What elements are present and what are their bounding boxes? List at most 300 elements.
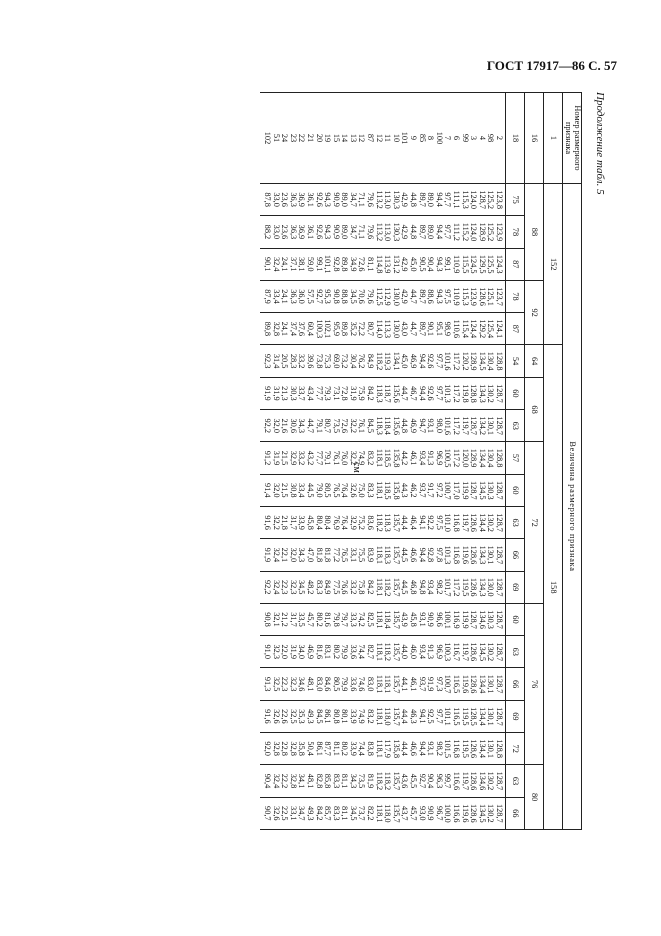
table-cell: 118,1 (374, 578, 384, 597)
table-cell: 80,7 (366, 321, 376, 337)
table-cell: 76,1 (357, 418, 367, 433)
column-values-13 (260, 571, 505, 603)
table-cell: 22,3 (280, 676, 290, 692)
table-cell: 80,4 (314, 515, 324, 530)
table-cell: 102,1 (323, 319, 333, 339)
table-cell: 31,7 (288, 515, 298, 530)
table-cell: 123,8 (495, 190, 504, 209)
table-cell: 118,3 (374, 384, 384, 403)
table-cell: 119,6 (460, 545, 470, 565)
table-cell: 119,7 (460, 642, 470, 661)
table-cell: 96,3 (434, 773, 444, 789)
table-cell: 135,7 (391, 707, 401, 726)
table-cell: 83,3 (314, 579, 324, 595)
table-cell: 134,2 (477, 416, 487, 436)
table-cell: 124,3 (495, 254, 504, 274)
column-feature-numbers (260, 93, 505, 184)
table-cell: 32,4 (271, 256, 281, 272)
table-cell: 125,4 (486, 319, 496, 339)
table-cell: 43,7 (400, 806, 410, 821)
column-values-8 (260, 410, 505, 442)
table-cell: 32,9 (348, 515, 358, 530)
table-cell: 94,4 (417, 353, 427, 369)
table-cell: 88,6 (426, 289, 436, 304)
table-cell: 32,0 (288, 547, 298, 563)
table-cell: 116,6 (452, 804, 462, 823)
table-cell: 134,4 (477, 674, 487, 694)
table-cell: 119,8 (460, 384, 470, 403)
table-cell: 117,0 (452, 481, 462, 500)
table-body-row (260, 93, 505, 830)
table-cell: 79,9 (340, 676, 350, 692)
table-cell: 99,7 (443, 773, 453, 789)
table-cell: 130,1 (486, 416, 496, 436)
table-cell: 42,9 (400, 192, 410, 207)
table-cell: 44,2 (400, 450, 410, 466)
table-cell: 120,0 (460, 448, 470, 468)
table-cell: 90,1 (426, 321, 436, 337)
table-cell: 91,3 (262, 676, 272, 692)
table-cell: 130,4 (486, 448, 496, 468)
table-cell: 119,5 (460, 707, 470, 726)
table-cell: 44,7 (305, 418, 315, 433)
table-cell: 135,8 (391, 739, 401, 759)
table-cell: 32,3 (288, 676, 298, 692)
table-cell: 80,8 (331, 709, 341, 724)
hdr-r2-0: 16 (525, 93, 544, 184)
table-cell: 32,6 (348, 483, 358, 498)
table-cell: 135,7 (391, 803, 401, 823)
table-cell: 128,7 (495, 803, 504, 823)
table-cell: 92,2 (426, 515, 436, 530)
table-cell: 46,0 (409, 644, 419, 660)
table-cell: 93,7 (417, 676, 427, 692)
hdr-r3-9: 57 (506, 442, 525, 474)
table-cell: 128,7 (495, 610, 504, 629)
table-cell: 92,5 (426, 709, 436, 724)
table-cell: 34,5 (348, 289, 358, 304)
table-cell: 22 (297, 133, 307, 143)
table-cell: 124,5 (469, 254, 479, 274)
table-cell: 89,8 (340, 321, 350, 337)
table-cell: 95,9 (331, 321, 341, 337)
table-cell: 77,7 (314, 386, 324, 401)
hdr-r3-6: 54 (506, 345, 525, 377)
table-cell: 3 (469, 135, 479, 141)
table-cell: 134,4 (477, 448, 487, 468)
table-cell: 81,1 (340, 773, 350, 789)
table-cell: 128,9 (469, 448, 479, 468)
table-cell: 32,2 (348, 418, 358, 433)
table-cell: 31,9 (348, 386, 358, 401)
table-cell: 128,6 (469, 513, 479, 532)
table-cell: 128,7 (495, 480, 504, 500)
table-cell: 92,7 (417, 773, 427, 789)
table-cell: 33,1 (348, 547, 358, 563)
table-cell: 21,8 (280, 515, 290, 530)
table-cell: 34,7 (348, 192, 358, 207)
table-cell: 128,8 (495, 351, 504, 371)
table-cell: 6 (452, 135, 462, 141)
table-cell: 34,5 (297, 579, 307, 595)
table-cell: 38,1 (297, 256, 307, 272)
table-cell: 23,6 (280, 224, 290, 240)
table-cell: 45,7 (305, 612, 315, 627)
table-cell: 118,2 (374, 351, 384, 371)
table-cell: 91,4 (262, 483, 272, 498)
table-cell: 70,6 (357, 289, 367, 304)
table-cell: 125,5 (486, 254, 496, 274)
table-cell: 112,9 (383, 287, 393, 306)
table-cell: 125,1 (486, 287, 496, 306)
table-cell: 43,4 (305, 386, 315, 401)
table-cell: 130,0 (391, 287, 401, 306)
standard-header: ГОСТ 17917—86 С. 57 (486, 58, 617, 73)
table-cell: 32,5 (271, 676, 281, 692)
table-cell: 31,9 (271, 450, 281, 466)
table-cell: 93,4 (417, 644, 427, 660)
column-values-9 (260, 442, 505, 474)
table-cell: 83,2 (366, 450, 376, 466)
table-cell: 45,0 (409, 256, 419, 272)
table-cell: 44,8 (400, 418, 410, 433)
table-cell: 119,5 (460, 739, 470, 758)
col-header-values: Величина размерного признака (563, 184, 582, 830)
table-cell: 32,8 (288, 741, 298, 756)
table-cell: 57,5 (305, 289, 315, 304)
table-cell: 75,0 (357, 483, 367, 498)
hdr-r3-0: 18 (506, 93, 525, 184)
table-cell: 118,2 (383, 642, 393, 661)
table-cell: 86,1 (323, 709, 333, 724)
table-cell: 33,1 (288, 806, 298, 821)
table-cell: 73,5 (331, 418, 341, 433)
table-cell: 84,5 (366, 418, 376, 433)
table-cell: 130,2 (486, 771, 496, 791)
table-cell: 89,0 (340, 224, 350, 240)
table-cell: 82,7 (366, 644, 376, 660)
table-cell: 135,7 (391, 771, 401, 791)
table-cell: 124,0 (469, 222, 479, 242)
table-cell: 73,7 (357, 806, 367, 821)
table-cell: 118,3 (383, 545, 393, 565)
table-cell: 90,4 (262, 773, 272, 789)
table-cell: 100,1 (443, 610, 453, 629)
table-cell: 130,2 (486, 384, 496, 403)
table-cell: 35,3 (297, 709, 307, 724)
table-cell: 98,0 (434, 418, 444, 433)
table-cell: 82,5 (366, 612, 376, 627)
table-cell: 46,4 (409, 515, 419, 530)
table-cell: 130,2 (486, 513, 496, 532)
size-table (260, 92, 582, 830)
table-cell: 80,2 (314, 612, 324, 627)
table-cell: 94,8 (417, 579, 427, 595)
table-cell: 118,3 (383, 513, 393, 532)
table-cell: 77,7 (314, 450, 324, 466)
table-cell: 135,8 (391, 480, 401, 500)
table-cell: 22,0 (280, 644, 290, 660)
table-cell: 32,5 (288, 709, 298, 724)
table-cell: 81,1 (340, 806, 350, 821)
table-cell: 97,5 (443, 289, 453, 304)
table-cell: 77,2 (331, 547, 341, 563)
table-cell: 130,1 (486, 545, 496, 565)
table-cell: 49,3 (305, 806, 315, 821)
table-cell: 23,6 (280, 192, 290, 207)
table-cell: 45,7 (409, 806, 419, 821)
hdr-r3-14: 60 (506, 603, 525, 635)
table-cell: 118,5 (383, 448, 393, 468)
table-cell: 92,2 (262, 579, 272, 595)
table-cell: 119,6 (460, 674, 470, 694)
table-cell: 118,1 (374, 642, 384, 661)
table-cell: 118,2 (374, 513, 384, 532)
table-cell: 33,9 (297, 515, 307, 530)
table-cell: 22,8 (280, 741, 290, 756)
column-values-12 (260, 539, 505, 571)
table-cell: 46,9 (409, 353, 419, 369)
table-cell: 48,2 (305, 579, 315, 595)
table-cell: 46,1 (409, 676, 419, 692)
table-cell: 46,3 (409, 709, 419, 724)
table-cell: 92,7 (314, 289, 324, 304)
table-cell: 79,9 (340, 644, 350, 660)
table-cell: 32,1 (271, 612, 281, 627)
table-cell: 33,2 (297, 353, 307, 369)
table-cell: 21,5 (280, 450, 290, 466)
table-cell: 130,1 (486, 674, 496, 694)
table-cell: 81,8 (323, 547, 333, 563)
table-cell: 8 (426, 135, 436, 141)
table-cell: 92,2 (262, 418, 272, 433)
table-cell: 134,4 (477, 739, 487, 759)
table-cell: 94,7 (417, 418, 427, 433)
column-values-1 (260, 184, 505, 216)
table-cell: 92,6 (314, 224, 324, 240)
hdr-r2-6: 76 (525, 603, 544, 764)
table-cell: 116,8 (452, 545, 462, 565)
table-cell: 4 (477, 135, 487, 141)
column-values-7 (260, 377, 505, 409)
table-cell: 101 (400, 131, 410, 145)
table-cell: 33,0 (271, 192, 281, 207)
table-cell: 32,9 (288, 450, 298, 466)
table-cell: 130,2 (486, 803, 496, 823)
table-cell: 95,3 (323, 289, 333, 304)
table-cell: 33,9 (348, 741, 358, 756)
table-cell: 94,4 (417, 547, 427, 563)
table-cell: 20,5 (280, 353, 290, 369)
table-cell: 47,0 (305, 547, 315, 563)
column-values-2 (260, 216, 505, 248)
table-cell: 81,1 (366, 256, 376, 272)
table-cell: 98,9 (443, 321, 453, 337)
table-cell: 72,8 (340, 386, 350, 401)
column-values-18 (260, 733, 505, 765)
table-cell: 135,7 (391, 674, 401, 694)
table-cell: 135,7 (391, 513, 401, 532)
table-cell: 135,7 (391, 577, 401, 597)
table-cell: 93,0 (417, 806, 427, 821)
table-cell: 83,3 (331, 806, 341, 821)
table-cell: 116,7 (452, 642, 462, 661)
table-cell: 85,7 (323, 806, 333, 821)
table-cell: 31,9 (288, 644, 298, 660)
table-cell: 98 (486, 133, 496, 143)
table-cell: 117,9 (383, 739, 393, 758)
table-cell: 22,6 (280, 709, 290, 724)
table-cell: 76,5 (340, 547, 350, 563)
table-cell: 101,5 (443, 739, 453, 759)
table-cell: 43,0 (400, 321, 410, 337)
table-cell: 90,9 (426, 806, 436, 821)
table-cell: 36,0 (297, 289, 307, 304)
hdr-r3-18: 72 (506, 733, 525, 765)
table-cell: 135,7 (391, 642, 401, 662)
table-cell: 135,6 (391, 384, 401, 403)
table-cell: 89,8 (262, 321, 272, 337)
table-cell: 97,7 (434, 709, 444, 724)
table-cell: 130,3 (391, 190, 401, 209)
table-cell: 93,7 (417, 483, 427, 498)
table-cell: 89,7 (417, 224, 427, 240)
table-cell: 94,3 (323, 192, 333, 207)
table-cell: 75,9 (357, 386, 367, 401)
table-cell: 95,1 (434, 321, 444, 337)
table-cell: 43,9 (400, 612, 410, 627)
table-cell: 83,8 (366, 741, 376, 756)
rotated-table-container (82, 92, 582, 830)
table-cell: 134,6 (477, 771, 487, 791)
table-cell: 113,0 (383, 222, 393, 242)
table-cell: 91,3 (426, 450, 436, 466)
table-cell: 117,2 (452, 351, 462, 371)
table-cell: 101,0 (443, 513, 453, 532)
table-cell: 44,1 (400, 676, 410, 692)
hdr-r3-10: 60 (506, 474, 525, 506)
continuation-label: Продолжение табл. 5 (594, 92, 606, 195)
table-cell: 32,2 (271, 515, 281, 530)
table-cell: 96,9 (434, 450, 444, 466)
table-cell: 81,9 (366, 773, 376, 789)
table-cell: 31,4 (271, 353, 281, 369)
table-cell: 87,8 (262, 192, 272, 207)
table-cell: 92,8 (426, 547, 436, 563)
table-cell: 100,3 (314, 319, 324, 339)
table-cell: 118,2 (374, 771, 384, 791)
table-cell: 116,5 (452, 674, 462, 694)
table-cell: 34,9 (348, 256, 358, 272)
table-cell: 33,6 (348, 676, 358, 692)
table-cell: 60,4 (305, 321, 315, 337)
table-cell: 83,0 (366, 676, 376, 692)
table-cell: 128,6 (469, 577, 479, 597)
table-cell: 128,7 (469, 416, 479, 436)
table-cell: 130,0 (486, 577, 496, 597)
table-cell: 90,7 (262, 806, 272, 821)
table-cell: 89,8 (340, 256, 350, 272)
column-values-3 (260, 248, 505, 280)
table-cell: 31,9 (271, 386, 281, 401)
table-cell: 94,4 (434, 224, 444, 240)
table-cell: 97,8 (434, 547, 444, 563)
hdr-r2-2: 92 (525, 280, 544, 345)
table-cell: 79,1 (323, 450, 333, 466)
table-cell: 84,6 (323, 676, 333, 692)
table-cell: 118,4 (383, 416, 393, 435)
table-cell: 94,3 (434, 256, 444, 272)
table-cell: 118,1 (374, 610, 384, 629)
hdr-r2-1: 88 (525, 184, 544, 281)
table-cell: 112,5 (374, 287, 384, 306)
table-cell: 86,1 (314, 741, 324, 756)
table-cell: 42,9 (400, 289, 410, 304)
table-cell: 101,6 (443, 351, 453, 371)
table-cell: 130,3 (391, 222, 401, 242)
table-cell: 128,6 (469, 674, 479, 694)
table-cell: 92,6 (314, 192, 324, 207)
hdr-r3-2: 78 (506, 216, 525, 248)
table-cell: 128,7 (495, 545, 504, 565)
table-cell: 36,9 (297, 192, 307, 207)
table-cell: 83,9 (366, 547, 376, 563)
table-cell: 44,5 (400, 579, 410, 595)
table-cell: 100,7 (443, 480, 453, 500)
table-cell: 22,2 (280, 773, 290, 789)
hdr-r2-7: 80 (525, 765, 544, 830)
table-cell: 96,9 (434, 644, 444, 660)
table-cell: 91,6 (262, 709, 272, 724)
table-cell: 100,7 (443, 674, 453, 694)
hdr-r3-4: 78 (506, 280, 525, 312)
table-cell: 81,1 (331, 741, 341, 756)
table-cell: 135,6 (391, 416, 401, 436)
table-cell: 21 (305, 133, 315, 143)
table-cell: 128,6 (469, 771, 479, 791)
table-cell: 84,9 (366, 353, 376, 369)
hdr-r1-1: 152 (544, 184, 563, 345)
table-cell: 129,5 (477, 254, 487, 274)
table-cell: 80,5 (331, 676, 341, 692)
table-cell: 128,7 (495, 642, 504, 662)
table-cell: 118,5 (383, 481, 393, 500)
table-cell: 101,1 (323, 254, 333, 274)
table-cell: 30,8 (288, 483, 298, 498)
table-cell: 42,9 (400, 256, 410, 272)
table-cell: 44,4 (400, 515, 410, 530)
table-cell: 110,9 (452, 287, 462, 306)
table-cell: 131,2 (391, 254, 401, 274)
table-cell: 75,8 (357, 579, 367, 595)
hdr-r3-12: 66 (506, 539, 525, 571)
table-cell: 32,4 (271, 773, 281, 789)
table-cell: 71,1 (357, 224, 367, 240)
table-cell: 34,3 (297, 547, 307, 563)
table-cell: 99 (460, 133, 470, 143)
table-cell: 128,6 (469, 642, 479, 662)
table-cell: 44,4 (400, 741, 410, 756)
column-values-10 (260, 474, 505, 506)
table-cell: 71,1 (357, 192, 367, 207)
table-cell: 84,9 (323, 579, 333, 595)
table-cell: 24,1 (280, 256, 290, 272)
table-cell: 124,4 (469, 319, 479, 339)
table-cell: 89,7 (417, 289, 427, 304)
table-cell: 100,5 (443, 448, 453, 468)
table-cell: 91,7 (426, 483, 436, 498)
table-cell: 76,0 (340, 450, 350, 466)
